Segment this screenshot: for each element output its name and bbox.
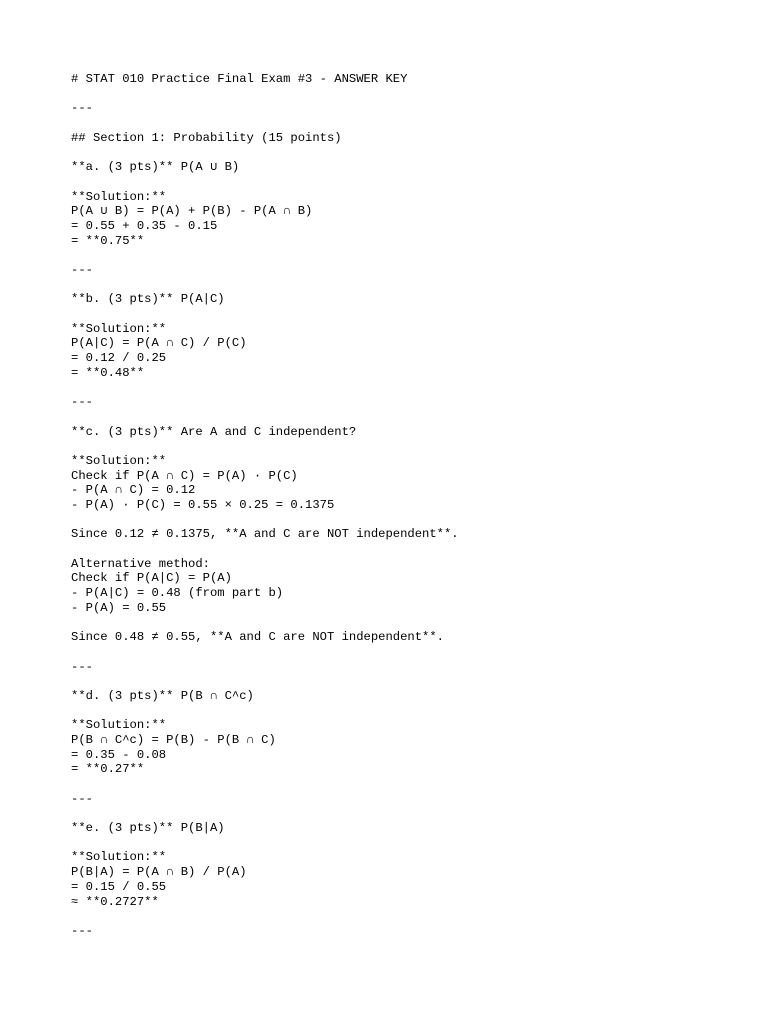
solution-label: **Solution:** bbox=[71, 453, 167, 468]
text-line: - P(A) = 0.55 bbox=[71, 600, 167, 615]
blank-line bbox=[71, 87, 459, 102]
blank-line bbox=[71, 909, 459, 924]
horizontal-rule: --- bbox=[71, 659, 93, 674]
blank-line bbox=[71, 248, 459, 263]
text-line: P(B ∩ C^c) = P(B) - P(B ∩ C) bbox=[71, 732, 276, 747]
blank-line bbox=[71, 380, 459, 395]
blank-line bbox=[71, 777, 459, 792]
horizontal-rule: --- bbox=[71, 262, 93, 277]
text-line: = 0.12 / 0.25 bbox=[71, 351, 167, 366]
question-heading: **e. (3 pts)** P(B|A) bbox=[71, 821, 225, 836]
text-line: Check if P(A ∩ C) = P(A) · P(C) bbox=[71, 468, 298, 483]
blank-line bbox=[71, 836, 459, 851]
text-line: P(B|A) = P(A ∩ B) / P(A) bbox=[71, 865, 247, 880]
text-line: = 0.55 + 0.35 - 0.15 bbox=[71, 218, 218, 233]
text-line: = 0.35 - 0.08 bbox=[71, 747, 167, 762]
horizontal-rule: --- bbox=[71, 101, 93, 116]
blank-line bbox=[71, 439, 459, 454]
blank-line bbox=[71, 145, 459, 160]
text-line: Alternative method: bbox=[71, 556, 210, 571]
question-heading: **d. (3 pts)** P(B ∩ C^c) bbox=[71, 688, 254, 703]
text-line: = **0.75** bbox=[71, 233, 145, 248]
horizontal-rule: --- bbox=[71, 923, 93, 938]
text-line: P(A ∪ B) = P(A) + P(B) - P(A ∩ B) bbox=[71, 204, 313, 219]
text-line: = **0.27** bbox=[71, 762, 145, 777]
text-line: Check if P(A|C) = P(A) bbox=[71, 571, 232, 586]
blank-line bbox=[71, 645, 459, 660]
blank-line bbox=[71, 307, 459, 322]
text-line: P(A|C) = P(A ∩ C) / P(C) bbox=[71, 336, 247, 351]
blank-line bbox=[71, 278, 459, 293]
horizontal-rule: --- bbox=[71, 395, 93, 410]
text-line: = 0.15 / 0.55 bbox=[71, 879, 167, 894]
solution-label: **Solution:** bbox=[71, 718, 167, 733]
text-line: - P(A ∩ C) = 0.12 bbox=[71, 483, 196, 498]
text-line: - P(A|C) = 0.48 (from part b) bbox=[71, 586, 284, 601]
blank-line bbox=[71, 615, 459, 630]
text-line: Since 0.48 ≠ 0.55, **A and C are NOT independent**. bbox=[71, 630, 444, 645]
blank-line bbox=[71, 542, 459, 557]
text-line: ≈ **0.2727** bbox=[71, 894, 159, 909]
question-heading: **a. (3 pts)** P(A ∪ B) bbox=[71, 160, 240, 175]
blank-line bbox=[71, 806, 459, 821]
horizontal-rule: --- bbox=[71, 791, 93, 806]
solution-label: **Solution:** bbox=[71, 321, 167, 336]
question-heading: **b. (3 pts)** P(A|C) bbox=[71, 292, 225, 307]
text-line: = **0.48** bbox=[71, 365, 145, 380]
blank-line bbox=[71, 704, 459, 719]
blank-line bbox=[71, 674, 459, 689]
answer-key-document bbox=[71, 72, 459, 939]
blank-line bbox=[71, 175, 459, 190]
document-title: # STAT 010 Practice Final Exam #3 - ANSWER KEY bbox=[71, 72, 408, 86]
question-heading: **c. (3 pts)** Are A and C independent? bbox=[71, 424, 357, 439]
text-line: Since 0.12 ≠ 0.1375, **A and C are NOT independent**. bbox=[71, 527, 459, 542]
blank-line bbox=[71, 410, 459, 425]
solution-label: **Solution:** bbox=[71, 189, 167, 204]
blank-line bbox=[71, 513, 459, 528]
section-heading: ## Section 1: Probability (15 points) bbox=[71, 130, 342, 145]
solution-label: **Solution:** bbox=[71, 850, 167, 865]
blank-line bbox=[71, 116, 459, 131]
text-line: - P(A) · P(C) = 0.55 × 0.25 = 0.1375 bbox=[71, 497, 335, 512]
